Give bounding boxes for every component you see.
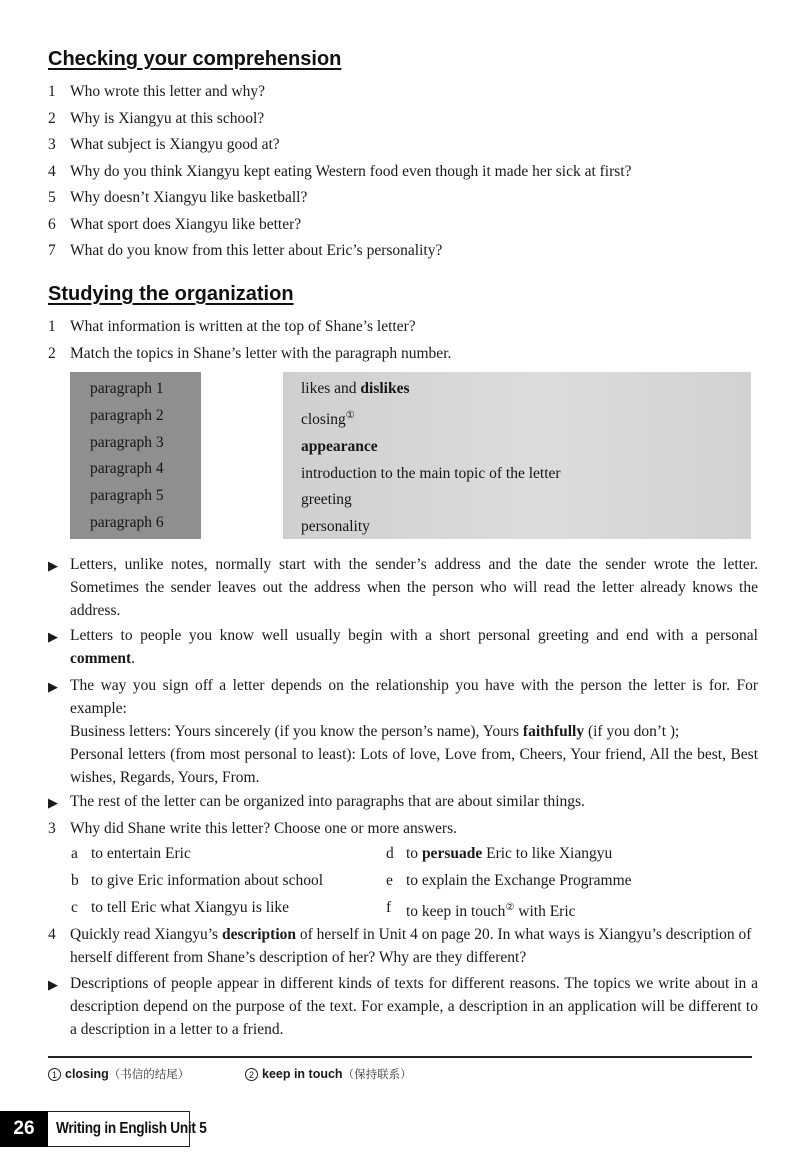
topic-bold-text: dislikes bbox=[360, 380, 410, 397]
question-number: 3 bbox=[48, 820, 56, 837]
footnote-keep-in-touch bbox=[245, 1066, 412, 1082]
question-number: 6 bbox=[48, 215, 56, 233]
topic-likes-dislikes bbox=[301, 376, 751, 403]
question-text: Why do you think Xiangyu kept eating Western food even though it made her sick at first? bbox=[70, 162, 632, 180]
organization-question bbox=[48, 317, 758, 336]
tip-bullet bbox=[48, 972, 758, 1041]
topic-greeting: greeting bbox=[301, 491, 352, 509]
organization-question-4 bbox=[48, 923, 758, 969]
comprehension-question bbox=[48, 241, 758, 260]
paragraph-number-box bbox=[70, 372, 201, 539]
footnote-number: 1 bbox=[48, 1068, 61, 1081]
bullet-arrow-icon: ▶ bbox=[48, 795, 58, 810]
paragraph-label: paragraph 3 bbox=[90, 433, 164, 451]
tip-bullet bbox=[48, 674, 758, 789]
comprehension-question bbox=[48, 215, 758, 234]
bullet-text-part: . bbox=[131, 650, 135, 667]
option-letter: c bbox=[71, 899, 78, 916]
tip-bullet bbox=[48, 790, 758, 814]
answer-option-d bbox=[386, 844, 612, 864]
footnote-translation: （书信的结尾） bbox=[108, 1067, 190, 1081]
option-text-part: to keep in touch bbox=[406, 903, 506, 921]
option-letter: a bbox=[71, 845, 78, 862]
bullet-paragraph: The way you sign off a letter depends on the relationship you have with the person the letter is for. For example: bbox=[70, 677, 758, 717]
book-title: Writing in English Unit 5 bbox=[56, 1120, 207, 1137]
bullet-text bbox=[70, 674, 758, 789]
bullet-arrow-icon: ▶ bbox=[48, 977, 58, 992]
question-number: 4 bbox=[48, 162, 56, 180]
footnote-divider bbox=[48, 1056, 752, 1058]
bullet-text: The rest of the letter can be organized into paragraphs that are about similar things. bbox=[70, 793, 585, 810]
question-text: What information is written at the top of Shane’s letter? bbox=[70, 318, 416, 335]
topic-personality: personality bbox=[301, 518, 370, 536]
organization-question bbox=[48, 344, 758, 363]
comprehension-question bbox=[48, 82, 758, 101]
bullet-paragraph bbox=[70, 720, 758, 743]
footnote-marker: ① bbox=[345, 409, 355, 421]
question-number: 7 bbox=[48, 242, 56, 259]
question-text: What subject is Xiangyu good at? bbox=[70, 136, 280, 153]
bullet-arrow-icon: ▶ bbox=[48, 629, 58, 644]
bullet-arrow-icon: ▶ bbox=[48, 558, 58, 573]
question-bold-text: description bbox=[221, 926, 297, 943]
comprehension-question bbox=[48, 109, 758, 128]
option-letter: b bbox=[71, 872, 79, 889]
comprehension-question bbox=[48, 162, 758, 181]
tip-bullet bbox=[48, 553, 758, 622]
option-text-part: to bbox=[406, 845, 422, 862]
topic-appearance bbox=[301, 434, 751, 461]
option-text: to tell Eric what Xiangyu is like bbox=[91, 899, 290, 916]
comprehension-question-list bbox=[48, 82, 758, 268]
question-number: 5 bbox=[48, 189, 56, 206]
question-text-part: Quickly read Xiangyu’s bbox=[70, 926, 222, 943]
option-letter: d bbox=[386, 845, 394, 862]
option-text: to explain the Exchange Programme bbox=[406, 872, 632, 889]
question-text-part: of herself in Unit 4 on page 20. In what ways is Xiangyu’s description of herself different from Shane’s description of her? Why are they different? bbox=[70, 926, 752, 966]
bullet-text-part: Business letters: Yours sincerely (if you know the person’s name), Yours bbox=[70, 723, 523, 740]
topic-introduction: introduction to the main topic of the letter bbox=[301, 464, 561, 482]
option-text bbox=[406, 844, 612, 864]
question-number: 1 bbox=[48, 318, 56, 335]
bullet-text bbox=[70, 624, 758, 670]
topic-text: closing bbox=[301, 410, 346, 428]
bullet-arrow-icon: ▶ bbox=[48, 679, 58, 694]
footnote-number: 2 bbox=[245, 1068, 258, 1081]
organization-question-3 bbox=[48, 817, 758, 840]
question-number: 1 bbox=[48, 83, 56, 100]
option-text-part: with Eric bbox=[514, 903, 576, 921]
question-number: 4 bbox=[48, 926, 56, 943]
topic-box bbox=[283, 372, 751, 539]
question-text: What do you know from this letter about Eric’s personality? bbox=[70, 242, 443, 259]
question-text: Why doesn’t Xiangyu like basketball? bbox=[70, 189, 308, 206]
answer-option-a bbox=[71, 844, 191, 864]
paragraph-label: paragraph 5 bbox=[90, 487, 164, 505]
question-text: Who wrote this letter and why? bbox=[70, 83, 265, 100]
answer-option-f bbox=[386, 898, 576, 922]
paragraph-label: paragraph 1 bbox=[90, 380, 164, 397]
question-text: Match the topics in Shane’s letter with the paragraph number. bbox=[70, 344, 452, 362]
bullet-text-part: (if you don’t ); bbox=[584, 723, 680, 740]
paragraph-label: paragraph 6 bbox=[90, 513, 164, 531]
comprehension-question bbox=[48, 135, 758, 154]
option-text-part: Eric to like Xiangyu bbox=[482, 845, 613, 862]
topic-text: likes and bbox=[301, 380, 361, 397]
bullet-bold-text: comment bbox=[70, 650, 132, 667]
question-text bbox=[70, 923, 758, 969]
footnote-marker: ② bbox=[505, 902, 515, 913]
option-text: to entertain Eric bbox=[91, 845, 191, 862]
bullet-paragraph: Personal letters (from most personal to least): Lots of love, Love from, Cheers, Your friend, All the best, Best wishes, Regards, Yours, From. bbox=[70, 746, 758, 786]
bullet-text: Letters, unlike notes, normally start with the sender’s address and the date the sender wrote the letter. Sometimes the sender leaves out the address when the person who will read the letter already knows the address. bbox=[70, 556, 758, 619]
paragraph-label: paragraph 4 bbox=[90, 460, 164, 478]
option-bold-text: persuade bbox=[421, 845, 483, 862]
tip-bullet bbox=[48, 624, 758, 670]
question-number: 3 bbox=[48, 136, 56, 153]
organization-question-list bbox=[48, 317, 758, 370]
option-text: to give Eric information about school bbox=[91, 872, 324, 889]
option-letter: f bbox=[386, 899, 392, 916]
bullet-bold-text: faithfully bbox=[522, 723, 585, 740]
paragraph-label: paragraph 2 bbox=[90, 406, 164, 424]
answer-option-e bbox=[386, 871, 632, 891]
comprehension-heading: Checking your comprehension bbox=[48, 48, 342, 70]
question-text: What sport does Xiangyu like better? bbox=[70, 215, 302, 233]
question-number: 2 bbox=[48, 344, 56, 362]
answer-option-b bbox=[71, 871, 323, 891]
topic-bold-text: appearance bbox=[301, 437, 378, 455]
option-letter: e bbox=[386, 872, 393, 889]
comprehension-question bbox=[48, 188, 758, 207]
bullet-text: Descriptions of people appear in different kinds of texts for different reasons. The topics we write about in a description depend on the purpose of the text. For example, a description in an application will be different to a description in a letter to a friend. bbox=[70, 975, 758, 1038]
bullet-text-part: Letters to people you know well usually begin with a short personal greeting and end with a personal bbox=[70, 627, 758, 644]
question-text: Why did Shane write this letter? Choose one or more answers. bbox=[70, 820, 457, 837]
question-text: Why is Xiangyu at this school? bbox=[70, 109, 265, 127]
answer-option-c bbox=[71, 898, 289, 918]
option-text bbox=[406, 898, 576, 922]
question-number: 2 bbox=[48, 109, 56, 127]
footnote-term: keep in touch bbox=[262, 1067, 343, 1081]
page-number: 26 bbox=[0, 1111, 48, 1147]
footnote-term: closing bbox=[65, 1067, 109, 1081]
topic-closing bbox=[301, 403, 751, 434]
footnote-translation: （保持联系） bbox=[342, 1067, 412, 1081]
organization-heading: Studying the organization bbox=[48, 283, 294, 305]
footnote-closing bbox=[48, 1066, 189, 1082]
